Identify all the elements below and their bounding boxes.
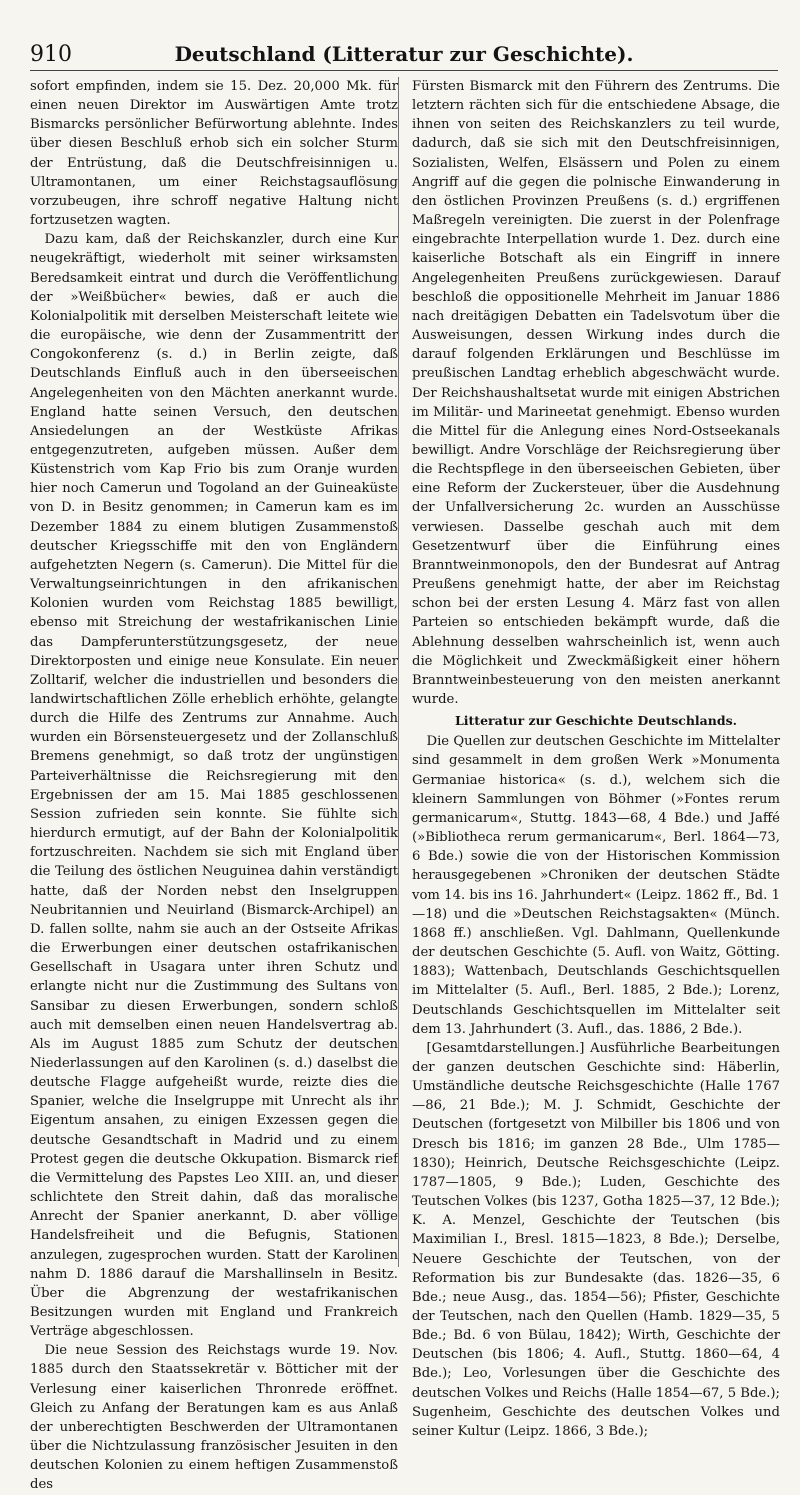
paragraph: sofort empfinden, indem sie 15. Dez. 20,000 Mk. für einen neuen Direktor im Auswärtigen Amte trotz Bismarcks persönlicher Befürwortung ablehnte. Indes über diesen Beschluß erhob sich ein solcher Sturm der Entrüstung, daß die Deutschfreisinnigen u. Ultramontanen, um einer Reichstagsauflösung vorzubeugen, ihre schroff negative Haltung nicht fortzusetzen wagten. xyxy=(30,79,398,229)
paragraph: Dazu kam, daß der Reichskanzler, durch eine Kur neugekräftigt, wiederholt mit seiner wirksamsten Beredsamkeit eintrat und durch die Veröffentlichung der »Weißbücher« bewies, daß er auch die Kolonialpolitik mit derselben Meisterschaft leitete wie die europäische, wie denn der Zusammentritt der Congokonferenz (s. d.) in Berlin zeigte, daß Deutschlands Einfluß auch in den überseeischen Angelegenheiten von den Mächten anerkannt wurde. England hatte seinen Versuch, den deutschen Ansiedelungen an der Westküste Afrikas entgegenzutreten, aufgeben müssen. Außer dem Küstenstrich vom Kap Frio bis zum Oranje wurden hier noch Camerun und Togoland an der Guineaküste von D. in Besitz genommen; in Camerun kam es im Dezember 1884 zu einem blutigen Zusammenstoß deutscher Kriegsschiffe mit den von Engländern aufgehetzten Negern (s. Camerun). Die Mittel für die Verwaltungseinrichtungen in den afrikanischen Kolonien wurden vom Reichstag 1885 bewilligt, ebenso mit Streichung der westafrikanischen Linie das Dampferunterstützungsgesetz, der neue Direktorposten und einige neue Konsulate. Ein neuer Zolltarif, welcher die industriellen und besonders die landwirtschaftlichen Zölle erheblich erhöhte, gelangte durch die Hilfe des Zentrums zur Annahme. Auch wurden ein Börsensteuergesetz und der Zollanschluß Bremens genehmigt, so daß trotz der ungünstigen Parteiverhältnisse die Reichsregierung mit den Ergebnissen der am 15. Mai 1885 geschlossenen Session zufrieden sein konnte. Sie fühlte sich hierdurch ermutigt, auf der Bahn der Kolonialpolitik fortzuschreiten. Nachdem sie sich mit England über die Teilung des östlichen Neuguinea dahin verständigt hatte, daß der Norden nebst den Inselgruppen Neubritannien und Neuirland (Bismarck-Archipel) an D. fallen sollte, nahm sie auch an der Ostseite Afrikas die Erwerbungen einer deutschen ostafrikanischen Gesellschaft in Usagara unter ihren Schutz und erlangte nicht nur die Zustimmung des Sultans von Sansibar zu diesen Erwerbungen, sondern schloß auch mit demselben einen neuen Handelsvertrag ab. Als im August 1885 zum Schutz der deutschen Niederlassungen auf den Karolinen (s. d.) daselbst die deutsche Flagge aufgeheißt wurde, reizte dies die Spanier, welche die Inselgruppe mit Unrecht als ihr Eigentum ansahen, zu einigen Exzessen gegen die deutsche Gesandtschaft in Madrid und zu einem Protest gegen die deutsche Okkupation. Bismarck rief die Vermittelung des Papstes Leo XIII. an, und dieser schlichtete den Streit dahin, daß das moralische Anrecht der Spanier anerkannt, D. aber völlige Handelsfreiheit und die Befugnis, Stationen anzulegen, zugesprochen wurden. Statt der Karolinen nahm D. 1886 darauf die Marshallinseln in Besitz. Über die Abgrenzung der westafrikanischen Besitzungen wurden mit England und Frankreich Verträge abgeschlossen. xyxy=(30,232,398,1340)
paragraph: Die Quellen zur deutschen Geschichte im Mittelalter sind gesammelt in dem großen Werk »Monumenta Germaniae historica« (s. d.), welchem sich die kleinern Sammlungen von Böhmer (»Fontes rerum germanicarum«, Stuttg. 1843—68, 4 Bde.) und Jaffé (»Bibliotheca rerum germanicarum«, Berl. 1864—73, 6 Bde.) sowie die von der Historischen Kommission herausgegebenen »Chroniken der deutschen Städte vom 14. bis ins 16. Jahrhundert« (Leipz. 1862 ff., Bd. 1—18) und die »Deutschen Reichstagsakten« (Münch. 1868 ff.) anschließen. Vgl. Dahlmann, Quellenkunde der deutschen Geschichte (5. Aufl. von Waitz, Götting. 1883); Wattenbach, Deutschlands Geschichtsquellen im Mittelalter (5. Aufl., Berl. 1885, 2 Bde.); Lorenz, Deutschlands Geschichtsquellen im Mittelalter seit dem 13. Jahrhundert (3. Aufl., das. 1886, 2 Bde.). xyxy=(412,734,780,1037)
paragraph: [Gesamtdarstellungen.] Ausführliche Bearbeitungen der ganzen deutschen Geschichte sind: Häberlin, Umständliche deutsche Reichsgeschichte (Halle 1767—86, 21 Bde.); M. J. Schmidt, Geschichte der Deutschen (fortgesetzt von Milbiller bis 1806 und von Dresch bis 1816; im ganzen 28 Bde., Ulm 1785—1830); Heinrich, Deutsche Reichsgeschichte (Leipz. 1787—1805, 9 Bde.); Luden, Geschichte des Teutschen Volkes (bis 1237, Gotha 1825—37, 12 Bde.); K. A. Menzel, Geschichte der Teutschen (bis Maximilian I., Bresl. 1815—1823, 8 Bde.); Derselbe, Neuere Geschichte der Teutschen, von der Reformation bis zur Bundesakte (das. 1826—35, 6 Bde.; neue Ausg., das. 1854—56); Pfister, Geschichte der Teutschen, nach den Quellen (Hamb. 1829—35, 5 Bde.; Bd. 6 von Bülau, 1842); Wirth, Geschichte der Deutschen (bis 1806; 4. Aufl., Stuttg. 1860—64, 4 Bde.); Leo, Vorlesungen über die Geschichte des deutschen Volkes und Reichs (Halle 1854—67, 5 Bde.); Sugenheim, Geschichte des deutschen Volkes und seiner Kultur (Leipz. 1866, 3 Bde.); xyxy=(412,1040,780,1439)
paragraph: Die neue Session des Reichstags wurde 19. Nov. 1885 durch den Staatssekretär v. Bötticher mit der Verlesung einer kaiserlichen Thronrede eröffnet. Gleich zu Anfang der Beratungen kam es aus Anlaß der unberechtigten Beschwerden der Ultramontanen über die Nichtzulassung französischer Jesuiten in den deutschen Kolonien zu einem heftigen Zusammenstoß des xyxy=(30,1343,398,1493)
page-number: 910 xyxy=(30,42,72,67)
section-heading: Litteratur zur Geschichte Deutschlands. xyxy=(455,713,737,729)
left-column xyxy=(30,77,398,1495)
running-title: Deutschland (Litteratur zur Geschichte). xyxy=(174,42,634,66)
page-header xyxy=(30,40,778,71)
right-column xyxy=(412,77,780,1441)
column-divider xyxy=(398,77,399,1267)
paragraph: Fürsten Bismarck mit den Führern des Zentrums. Die letztern rächten sich für die entschiedene Absage, die ihnen von seiten des Reichskanzlers zu teil wurde, dadurch, daß sie sich mit den Deutschfreisinnigen, Sozialisten, Welfen, Elsässern und Polen zu einem Angriff auf die gegen die polnische Einwanderung in den östlichen Provinzen Preußens (s. d.) ergriffenen Maßregeln vereinigten. Die zuerst in der Polenfrage eingebrachte Interpellation wurde 1. Dez. durch eine kaiserliche Botschaft als ein Eingriff in innere Angelegenheiten Preußens zurückgewiesen. Darauf beschloß die oppositionelle Mehrheit im Januar 1886 nach dreitägigen Debatten ein Tadelsvotum über die Ausweisungen, dessen Wirkung indes durch die darauf folgenden Erklärungen und Beschlüsse im preußischen Landtag erheblich abgeschwächt wurde. Der Reichshaushaltsetat wurde mit einigen Abstrichen im Militär- und Marineetat genehmigt. Ebenso wurden die Mittel für die Anlegung eines Nord-Ostseekanals bewilligt. Andre Vorschläge der Reichsregierung über die Rechtspflege in den überseeischen Gebieten, über eine Reform der Zuckersteuer, über die Ausdehnung der Unfallversicherung 2c. wurden an Ausschüsse verwiesen. Dasselbe geschah auch mit dem Gesetzentwurf über die Einführung eines Branntweinmonopols, den der Bundesrat auf Antrag Preußens genehmigt hatte, der aber im Reichstag schon bei der ersten Lesung 4. März fast von allen Parteien so entschieden bekämpft wurde, daß die Ablehnung desselben wahrscheinlich ist, wenn auch die Möglichkeit und Zweckmäßigkeit einer höhern Branntweinbesteuerung von den meisten anerkannt wurde. xyxy=(412,79,780,707)
